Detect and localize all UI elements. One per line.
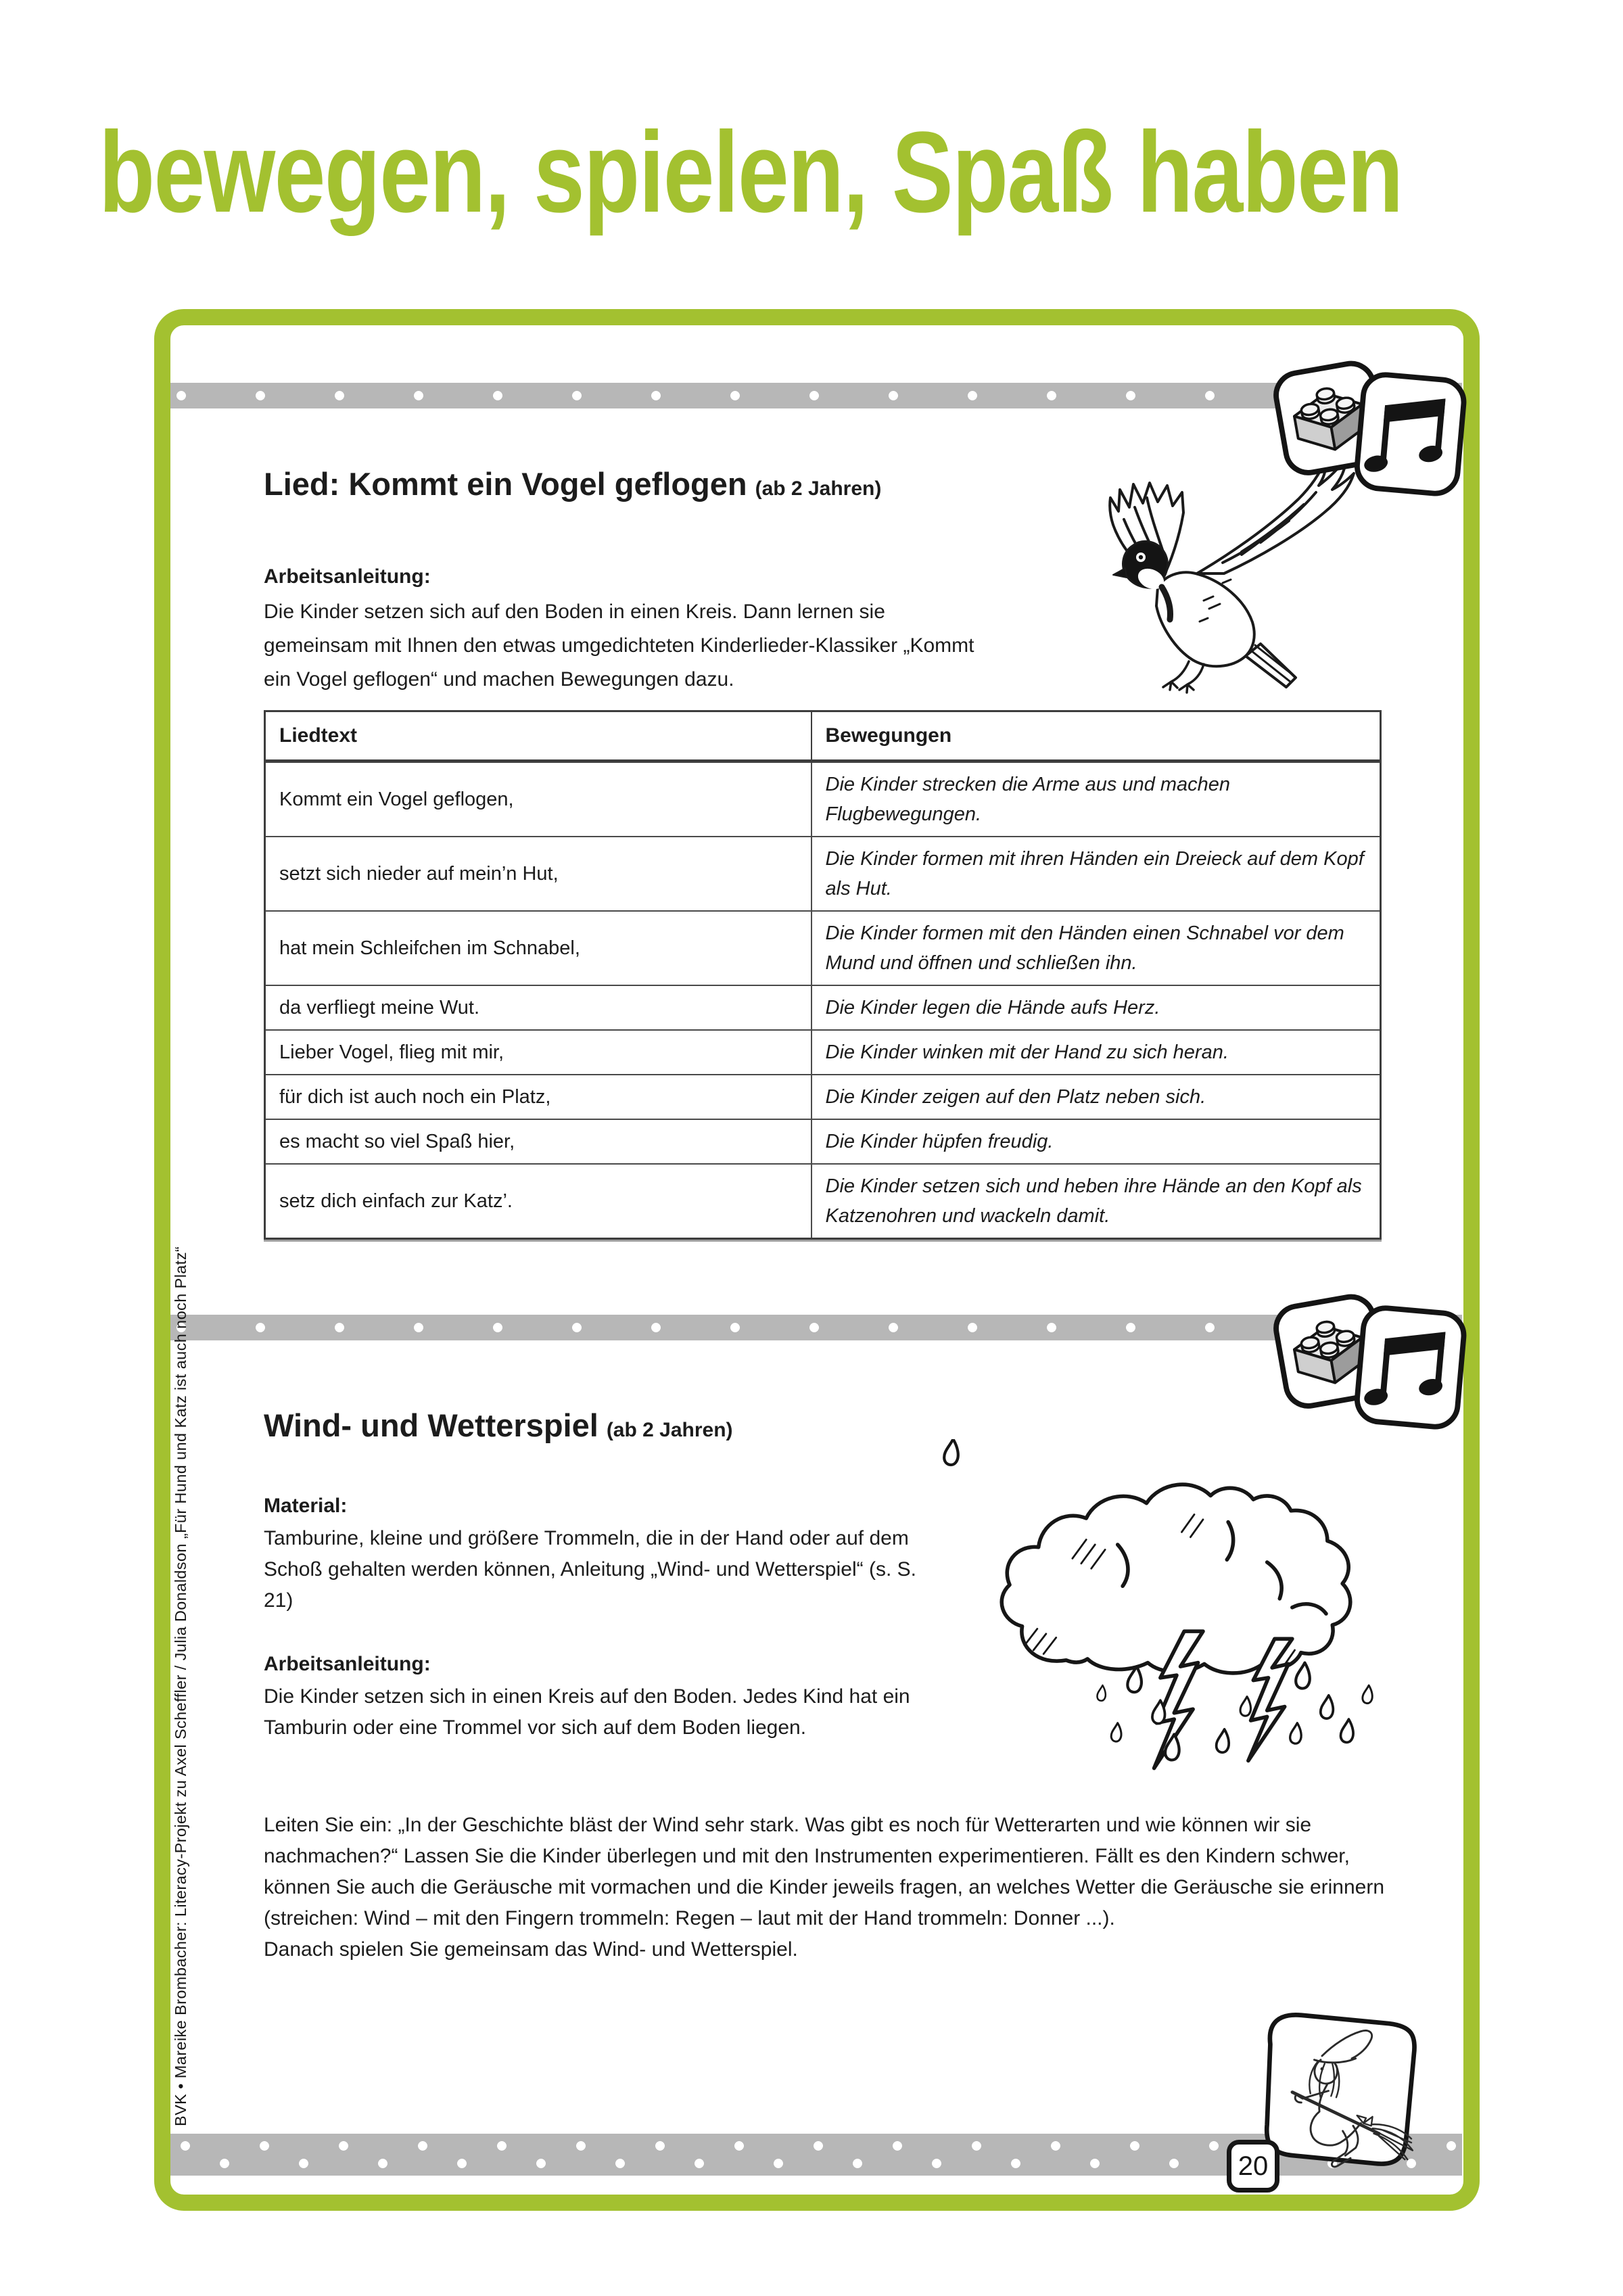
section1-heading-text: Lied: Kommt ein Vogel geflogen xyxy=(264,466,747,502)
section2-instruction-text: Die Kinder setzen sich in einen Kreis auf den Boden. Jedes Kind hat ein Tamburin oder eine Trommel vor sich auf dem Boden liegen. xyxy=(264,1685,910,1739)
section1-heading xyxy=(264,465,881,502)
table-row xyxy=(265,762,1381,837)
section2-heading xyxy=(264,1407,733,1444)
liedtext-cell: es macht so viel Spaß hier, xyxy=(265,1119,812,1164)
table-row xyxy=(265,1075,1381,1119)
storm-cloud-illustration xyxy=(939,1439,1432,1791)
section2-material-label: Material: xyxy=(264,1495,348,1517)
bewegung-cell: Die Kinder hüpfen freudig. xyxy=(812,1119,1381,1164)
brick-and-music-note-icon xyxy=(1269,346,1467,506)
section1-instruction-label: Arbeitsanleitung: xyxy=(264,565,431,588)
section1-age-note: (ab 2 Jahren) xyxy=(755,477,882,500)
section2-material-text: Tamburine, kleine und größere Trommeln, die in der Hand oder auf dem Schoß gehalten werden können, Anleitung „Wind- und Wetterspiel“ (s. S. 21) xyxy=(264,1527,916,1612)
bewegung-cell: Die Kinder zeigen auf den Platz neben sich. xyxy=(812,1075,1381,1119)
liedtext-cell: für dich ist auch noch ein Platz, xyxy=(265,1075,812,1119)
page-title: bewegen, spielen, Spaß haben xyxy=(99,108,1403,237)
liedtext-cell: da verfliegt meine Wut. xyxy=(265,985,812,1030)
sidebar-credit-text: BVK • Mareike Brombacher: Literacy-Projekt zu Axel Scheffler / Julia Donaldson „Für Hund und Katz ist auch noch Platz“ xyxy=(172,1246,189,2126)
song-movement-table xyxy=(264,710,1382,1240)
bewegung-cell: Die Kinder winken mit der Hand zu sich heran. xyxy=(812,1030,1381,1075)
table-header-liedtext: Liedtext xyxy=(265,711,812,762)
section1-instruction-text: Die Kinder setzen sich auf den Boden in einen Kreis. Dann lernen sie gemeinsam mit Ihnen den etwas umgedichteten Kinderlieder-Klassiker „Kommt ein Vogel geflogen“ und machen Bewegungen dazu. xyxy=(264,601,974,690)
page-number-badge: 20 xyxy=(1227,2140,1279,2193)
table-row xyxy=(265,985,1381,1030)
section2-body xyxy=(264,1810,1400,1965)
section2-age-note: (ab 2 Jahren) xyxy=(606,1419,733,1441)
table-header-bewegungen: Bewegungen xyxy=(812,711,1381,762)
table-row xyxy=(265,911,1381,985)
table-row xyxy=(265,1119,1381,1164)
bewegung-cell: Die Kinder setzen sich und heben ihre Hände an den Kopf als Katzenohren und wackeln damit. xyxy=(812,1164,1381,1239)
liedtext-cell: Kommt ein Vogel geflogen, xyxy=(265,762,812,837)
section2-instruction-label: Arbeitsanleitung: xyxy=(264,1653,431,1675)
liedtext-cell: Lieber Vogel, flieg mit mir, xyxy=(265,1030,812,1075)
table-row xyxy=(265,1164,1381,1239)
section2-heading-text: Wind- und Wetterspiel xyxy=(264,1407,598,1443)
table-header-row xyxy=(265,711,1381,762)
bewegung-cell: Die Kinder legen die Hände aufs Herz. xyxy=(812,985,1381,1030)
section2-body-text: Leiten Sie ein: „In der Geschichte bläst der Wind sehr stark. Was gibt es noch für Wetterarten und wie können wir sie nachmachen?“ Lassen Sie die Kinder überlegen und mit den Instrumenten experimentieren. Fällt es den Kindern schwer, können Sie auch die Geräusche mit vormachen und die Kinder jeweils fragen, an welches Wetter die Geräusche sie erinnern (streichen: Wind – mit den Fingern trommeln: Regen – laut mit der Hand trommeln: Donner ...). xyxy=(264,1814,1385,1929)
table-row xyxy=(265,1030,1381,1075)
liedtext-cell: setz dich einfach zur Katz’. xyxy=(265,1164,812,1239)
bewegung-cell: Die Kinder strecken die Arme aus und machen Flugbewegungen. xyxy=(812,762,1381,837)
brick-and-music-note-icon xyxy=(1269,1280,1467,1439)
section2-body-text2: Danach spielen Sie gemeinsam das Wind- und Wetterspiel. xyxy=(264,1938,798,1961)
bewegung-cell: Die Kinder formen mit den Händen einen Schnabel vor dem Mund und öffnen und schließen ihn. xyxy=(812,911,1381,985)
table-row xyxy=(265,837,1381,911)
bewegung-cell: Die Kinder formen mit ihren Händen ein Dreieck auf dem Kopf als Hut. xyxy=(812,837,1381,911)
liedtext-cell: setzt sich nieder auf mein’n Hut, xyxy=(265,837,812,911)
liedtext-cell: hat mein Schleifchen im Schnabel, xyxy=(265,911,812,985)
